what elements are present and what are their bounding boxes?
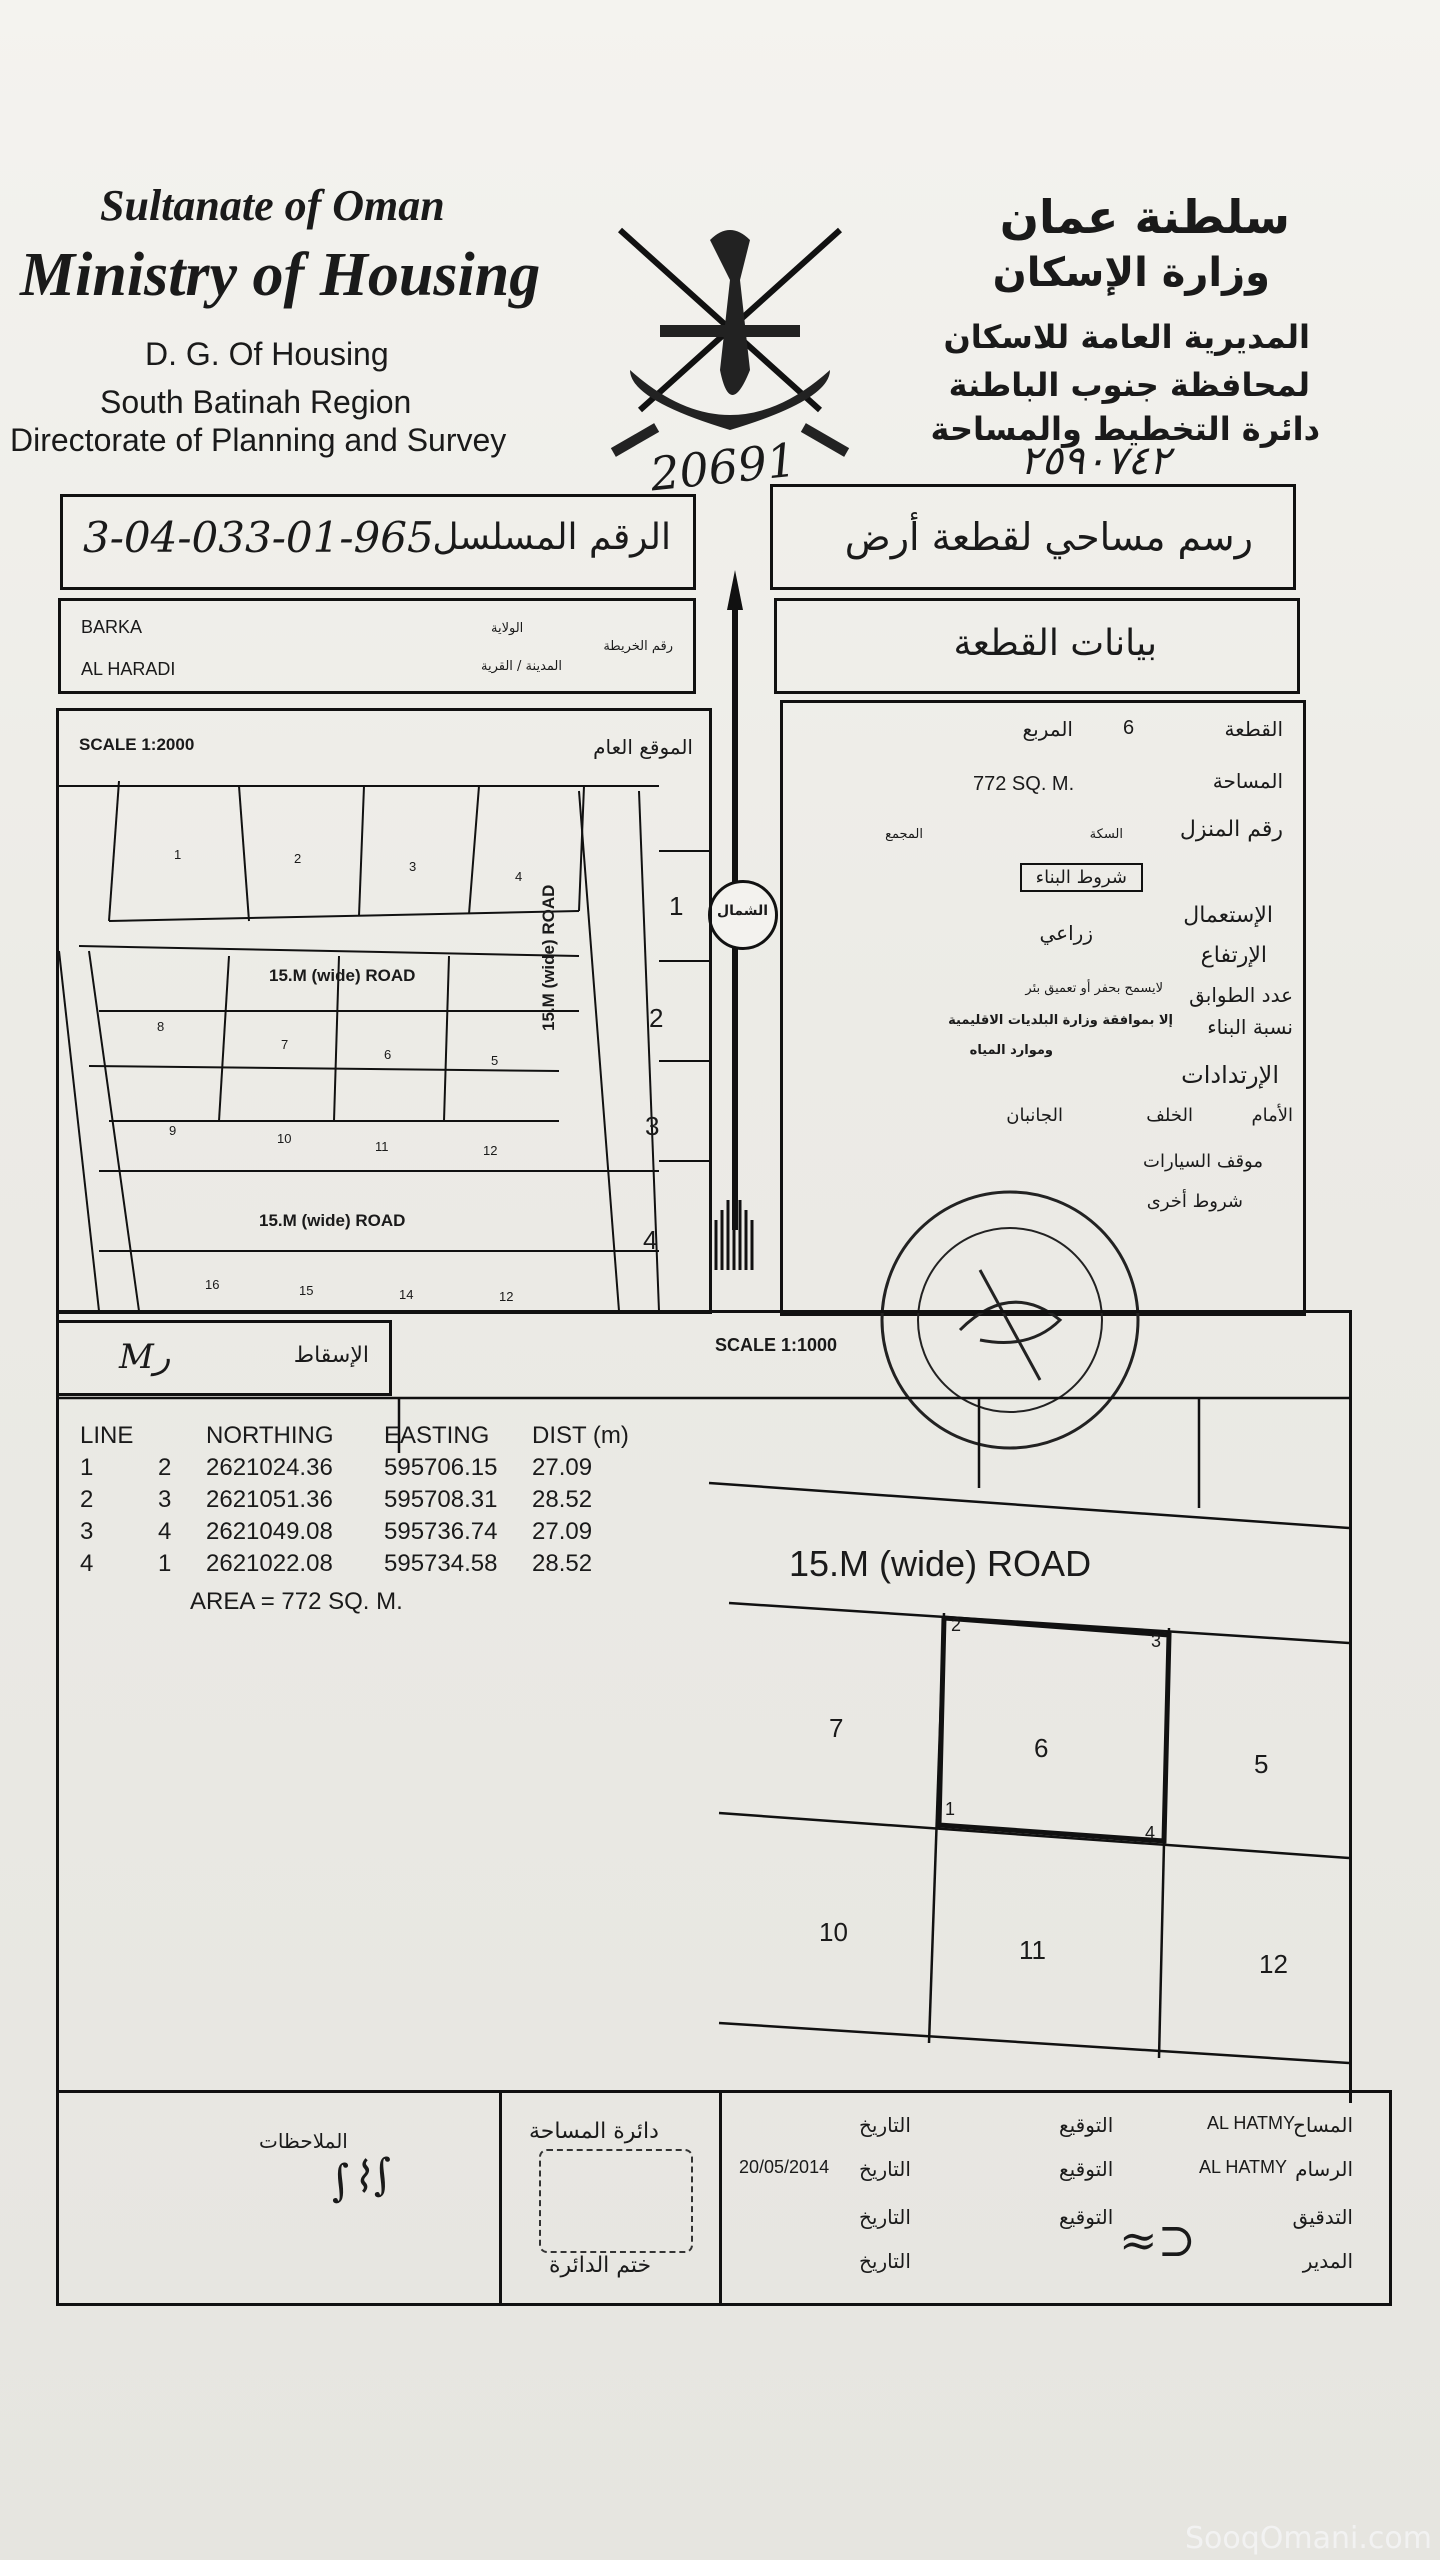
row2-northing: 2621051.36 [206,1486,333,1513]
corner-4: 4 [1145,1823,1156,1843]
general-road-horizontal-1: 15.M (wide) ROAD [269,966,416,985]
plot-value: 6 [1123,717,1135,739]
floors-label: عدد الطوابق [1189,983,1293,1007]
detail-plot-5: 5 [1254,1749,1269,1779]
table-row [80,1452,637,1484]
signature-label-2: التوقيع [1059,2157,1114,2181]
floors-note: لايسمح بحفر أو تعميق بئر [1025,981,1163,996]
header-blank [158,1420,206,1452]
header-line: LINE [80,1422,134,1449]
plot-data-title-box [774,598,1300,694]
area-total: AREA = 772 SQ. M. [190,1588,403,1615]
watermark: SooqOmani.com [1185,2521,1432,2556]
setbacks-label: الإرتدادات [1181,1061,1279,1089]
row2-from: 2 [80,1486,94,1513]
header-en-line3: D. G. Of Housing [145,336,389,372]
date-value: 20/05/2014 [739,2157,830,2177]
date-label-3: التاريخ [859,2205,911,2229]
detail-plot-11: 11 [1019,1935,1046,1965]
row3-from: 3 [80,1518,94,1545]
building-conditions: شروط البناء [1020,863,1143,892]
header-ar-line4: لمحافظة جنوب الباطنة [948,366,1310,404]
row3-to: 4 [158,1518,172,1545]
dept-stamp-label: ختم الدائرة [549,2253,652,2278]
village-label: المدينة / القرية [481,659,562,674]
surveyor-name: AL HATMY [1207,2113,1296,2133]
serial-value: 3-04-033-01-965 [83,513,434,562]
coordinates-table [80,1420,637,1580]
block-label: المربع [1022,717,1073,741]
general-location-map [56,708,712,1314]
serial-box [60,494,696,590]
date-label-2: التاريخ [859,2157,911,2181]
back-label: الخلف [1146,1105,1193,1126]
row4-from: 4 [80,1550,94,1577]
row4-northing: 2621022.08 [206,1550,333,1577]
header-en-line4: South Batinah Region [100,384,412,420]
corner-3: 3 [1151,1631,1162,1651]
row1-northing: 2621024.36 [206,1454,333,1481]
doc-title: رسم مساحي لقطعة أرض [844,515,1253,559]
general-plot-14: 14 [399,1287,414,1302]
detail-plot-6: 6 [1034,1733,1049,1763]
header-en-line2: Ministry of Housing [20,241,541,309]
village-value: AL HARADI [81,659,176,679]
sides-label: الجانبان [1006,1105,1063,1126]
general-map-title: الموقع العام [593,735,693,759]
general-plot-11: 11 [375,1139,389,1154]
doc-title-box [770,484,1296,590]
detail-plot-10: 10 [819,1917,848,1947]
ratio-label: نسبة البناء [1207,1015,1293,1039]
date-label-4: التاريخ [859,2249,911,2273]
general-plot-6: 6 [384,1047,392,1062]
side-plot-2: 2 [649,1003,664,1033]
parking-label: موقف السيارات [1143,1151,1263,1172]
general-plot-12: 12 [483,1143,498,1158]
row1-dist: 27.09 [532,1454,593,1481]
table-row [80,1484,637,1516]
general-plot-1: 1 [174,847,182,862]
row1-to: 2 [158,1454,172,1481]
date-label-1: التاريخ [859,2113,911,2137]
plot-label: القطعة [1224,717,1283,741]
projection-handwritten: Mر [119,1337,171,1377]
manager-signature-icon: ≈⊃ [1119,2213,1197,2267]
corner-1: 1 [945,1799,956,1819]
other-label: شروط أخرى [1146,1191,1243,1212]
detail-plot-12: 12 [1259,1949,1288,1979]
usage-label: الإستعمال [1183,903,1273,928]
general-plot-8: 8 [157,1019,165,1034]
header-ar-line2: وزارة الإسكان [992,250,1270,296]
row3-easting: 595736.74 [384,1518,498,1545]
table-row [80,1516,637,1548]
general-plot-16: 16 [205,1277,220,1292]
draftsman-name: AL HATMY [1199,2157,1288,2177]
serial-label: الرقم المسلسل [432,517,671,558]
detail-road: 15.M (wide) ROAD [789,1543,1092,1584]
header-ar-line3: المديرية العامة للاسكان [943,318,1310,356]
checker-label: التدقيق [1292,2205,1353,2229]
general-plot-10: 10 [277,1131,292,1146]
general-plot-7: 7 [281,1037,289,1052]
footer-block [56,2090,1392,2306]
usage-value: زراعي [1039,921,1093,945]
row3-dist: 27.09 [532,1518,593,1545]
table-row [80,1548,637,1580]
row3-northing: 2621049.08 [206,1518,333,1545]
side-plot-4: 4 [643,1225,658,1255]
corner-2: 2 [951,1615,962,1635]
general-map-scale: SCALE 1:2000 [79,735,195,754]
header-en-line1: Sultanate of Oman [100,181,445,230]
ratio-note-1: إلا بموافقة وزارة البلديات الاقليمية [948,1013,1173,1028]
north-label: الشمال [717,903,769,919]
location-box [58,598,696,694]
street-label: السكة [1089,827,1123,842]
general-plot-9: 9 [169,1123,177,1138]
draftsman-label: الرسام [1295,2157,1353,2181]
handwritten-number-right: ٢٥٩٠٧٤٢ [1020,438,1171,484]
oman-emblem-icon [590,220,870,460]
general-road-horizontal-2: 15.M (wide) ROAD [259,1211,406,1230]
header-easting: EASTING [384,1422,490,1449]
area-label: المساحة [1212,769,1283,793]
general-map-drawing [59,781,709,1311]
general-plot-5: 5 [491,1053,499,1068]
row4-to: 1 [158,1550,172,1577]
detail-map-scale: SCALE 1:1000 [715,1335,838,1355]
notes-signature-icon: ∫⌇∫ [325,2148,397,2207]
general-plot-12b: 12 [499,1289,514,1304]
height-label: الإرتفاع [1200,943,1267,968]
general-road-vertical: 15.M (wide) ROAD [539,884,558,1031]
side-plot-1: 1 [669,891,684,921]
header-ar-line5: دائرة التخطيط والمساحة [930,410,1320,448]
signature-label-3: التوقيع [1059,2205,1114,2229]
row1-from: 1 [80,1454,94,1481]
plot-data-title: بيانات القطعة [953,623,1157,664]
general-plot-4: 4 [515,869,523,884]
north-badge [708,880,778,950]
surveyor-label: المساح [1292,2113,1353,2137]
row2-dist: 28.52 [532,1486,593,1513]
row2-easting: 595708.31 [384,1486,498,1513]
house-no-label: رقم المنزل [1179,817,1283,842]
manager-label: المدير [1302,2249,1353,2273]
side-plot-3: 3 [645,1111,660,1141]
notes-label: الملاحظات [259,2129,348,2153]
row1-easting: 595706.15 [384,1454,498,1481]
header-ar-line1: سلطنة عمان [999,190,1290,244]
general-plot-2: 2 [294,851,302,866]
dept-stamp-top: دائرة المساحة [529,2119,659,2144]
front-label: الأمام [1251,1105,1293,1126]
detail-plot-7: 7 [829,1713,844,1743]
row4-easting: 595734.58 [384,1550,498,1577]
coordinates-header-row [80,1420,637,1452]
area-value: 772 SQ. M. [973,773,1075,795]
row2-to: 3 [158,1486,172,1513]
general-plot-3: 3 [409,859,417,874]
projection-label: الإسقاط [293,1343,369,1368]
map-no-label: رقم الخريطة [603,639,673,654]
signature-label-1: التوقيع [1059,2113,1114,2137]
row4-dist: 28.52 [532,1550,593,1577]
handwritten-number-left: 20691 [647,432,799,502]
header-dist: DIST (m) [532,1422,629,1449]
ratio-note-2: وموارد المياه [969,1043,1053,1058]
dept-stamp-icon [539,2149,693,2253]
wilayat-label: الولاية [491,621,524,636]
wilayat-value: BARKA [81,617,143,637]
general-plot-15: 15 [299,1283,314,1298]
complex-label: المجمع [885,827,923,842]
header-northing: NORTHING [206,1422,334,1449]
header-en-line5: Directorate of Planning and Survey [10,422,507,458]
